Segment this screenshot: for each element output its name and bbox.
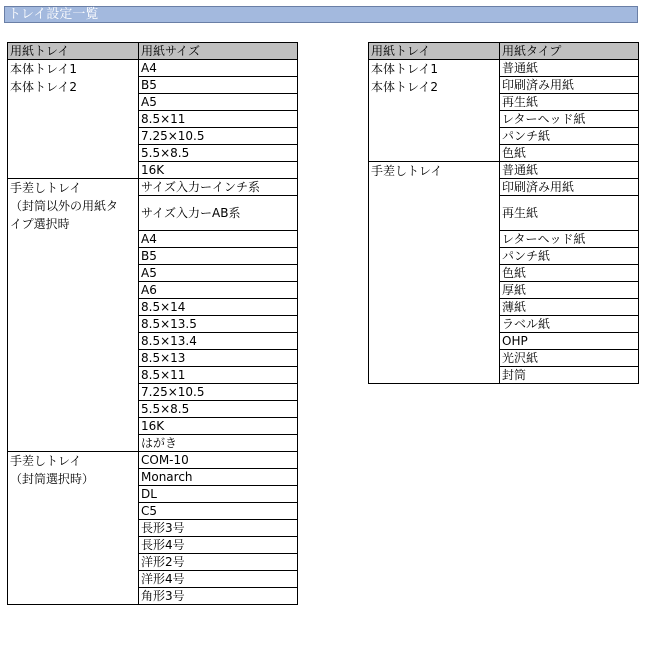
- header-paper-size: 用紙サイズ: [139, 43, 298, 60]
- size-cell: C5: [139, 503, 298, 520]
- type-cell: パンチ紙: [500, 128, 639, 145]
- type-cell: ラベル紙: [500, 316, 639, 333]
- size-cell: A6: [139, 282, 298, 299]
- size-cell: 8.5×14: [139, 299, 298, 316]
- tray-cell-main: 本体トレイ1 本体トレイ2: [369, 60, 500, 162]
- header-paper-tray: 用紙トレイ: [8, 43, 139, 60]
- type-cell: OHP: [500, 333, 639, 350]
- size-cell: 8.5×13.4: [139, 333, 298, 350]
- size-cell: A5: [139, 94, 298, 111]
- size-cell: 16K: [139, 418, 298, 435]
- page-title: トレイ設定一覧: [4, 6, 638, 23]
- tray-cell-bypass: 手差しトレイ （封筒以外の用紙タ イプ選択時: [8, 179, 139, 452]
- size-cell: 洋形4号: [139, 571, 298, 588]
- type-cell: 印刷済み用紙: [500, 77, 639, 94]
- type-cell: レターヘッド紙: [500, 231, 639, 248]
- type-cell: レターヘッド紙: [500, 111, 639, 128]
- tray-cell-main: 本体トレイ1 本体トレイ2: [8, 60, 139, 179]
- type-cell: 色紙: [500, 145, 639, 162]
- size-cell: サイズ入力ーインチ系: [139, 179, 298, 196]
- size-cell: DL: [139, 486, 298, 503]
- type-cell: 印刷済み用紙: [500, 179, 639, 196]
- size-cell: 長形3号: [139, 520, 298, 537]
- size-cell: 角形3号: [139, 588, 298, 605]
- paper-size-table: [7, 42, 298, 605]
- table-row: [8, 179, 298, 196]
- type-cell: 普通紙: [500, 162, 639, 179]
- size-cell: 16K: [139, 162, 298, 179]
- header-paper-tray: 用紙トレイ: [369, 43, 500, 60]
- type-cell: 封筒: [500, 367, 639, 384]
- size-cell: 8.5×11: [139, 367, 298, 384]
- size-cell: 7.25×10.5: [139, 128, 298, 145]
- size-cell: 8.5×11: [139, 111, 298, 128]
- size-cell: サイズ入力ーAB系: [139, 196, 298, 231]
- size-cell: COM-10: [139, 452, 298, 469]
- type-cell: パンチ紙: [500, 248, 639, 265]
- type-cell: 色紙: [500, 265, 639, 282]
- size-cell: 8.5×13.5: [139, 316, 298, 333]
- type-cell: 薄紙: [500, 299, 639, 316]
- tray-cell-bypass-envelope: 手差しトレイ （封筒選択時）: [8, 452, 139, 605]
- table-row: [369, 60, 639, 77]
- table-row: [369, 162, 639, 179]
- table-header-row: [369, 43, 639, 60]
- paper-type-table: [368, 42, 639, 384]
- size-cell: Monarch: [139, 469, 298, 486]
- size-cell: 7.25×10.5: [139, 384, 298, 401]
- size-cell: B5: [139, 248, 298, 265]
- size-cell: はがき: [139, 435, 298, 452]
- type-cell: 再生紙: [500, 94, 639, 111]
- type-cell: 厚紙: [500, 282, 639, 299]
- tray-cell-bypass: 手差しトレイ: [369, 162, 500, 384]
- size-cell: A4: [139, 231, 298, 248]
- table-header-row: [8, 43, 298, 60]
- type-cell: 光沢紙: [500, 350, 639, 367]
- size-cell: 8.5×13: [139, 350, 298, 367]
- type-cell: 再生紙: [500, 196, 639, 231]
- size-cell: 洋形2号: [139, 554, 298, 571]
- header-paper-type: 用紙タイプ: [500, 43, 639, 60]
- table-row: [8, 452, 298, 469]
- size-cell: A5: [139, 265, 298, 282]
- size-cell: B5: [139, 77, 298, 94]
- size-cell: 5.5×8.5: [139, 401, 298, 418]
- table-row: [8, 60, 298, 77]
- size-cell: A4: [139, 60, 298, 77]
- type-cell: 普通紙: [500, 60, 639, 77]
- size-cell: 長形4号: [139, 537, 298, 554]
- size-cell: 5.5×8.5: [139, 145, 298, 162]
